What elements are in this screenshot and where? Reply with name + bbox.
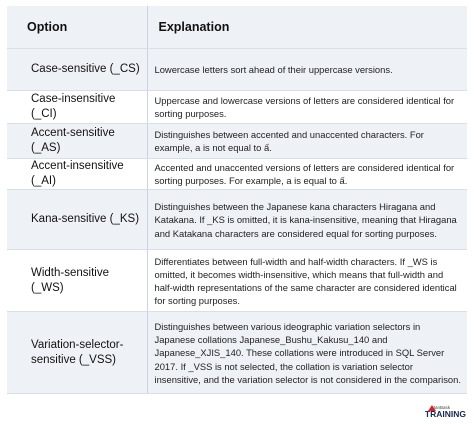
- explanation-cell: Distinguishes between various ideographic variation selectors in Japanese collations Japanese_Bushu_Kakusu_140 and Japanese_XJIS_140. These collations were introduced in SQL Server 2017. If _VSS is not selected, the collation is variation selector insensitive, and the variation selector is not considered in the comparison.: [147, 312, 467, 394]
- table-row: [7, 124, 467, 159]
- table-header-row: [7, 6, 467, 49]
- explanation-cell: Lowercase letters sort ahead of their uppercase versions.: [147, 49, 467, 91]
- table-row: [7, 312, 467, 394]
- logo-bottom-text: TRAINING: [424, 409, 466, 419]
- explanation-cell: Differentiates between full-width and half-width characters. If _WS is omitted, it becomes width-insensitive, which means that full-width and half-width representations of the same character are considered identical for sorting purposes.: [147, 250, 467, 312]
- option-cell: Accent-sensitive (_AS): [7, 124, 147, 159]
- table-row: [7, 159, 467, 190]
- option-cell: Kana-sensitive (_KS): [7, 190, 147, 250]
- table-row: [7, 49, 467, 91]
- explanation-cell: Distinguishes between the Japanese kana characters Hiragana and Katakana. If _KS is omitted, it is kana-insensitive, meaning that Hiragana and Katakana characters are considered equal for sorting purposes.: [147, 190, 467, 250]
- table-row: [7, 91, 467, 124]
- header-option: Option: [7, 6, 147, 49]
- collation-options-table: [7, 6, 467, 394]
- explanation-cell: Uppercase and lowercase versions of letters are considered identical for sorting purposes.: [147, 91, 467, 124]
- logo-top-text: JanBask: [432, 405, 450, 410]
- table-row: [7, 190, 467, 250]
- table-row: [7, 250, 467, 312]
- option-cell: Accent-insensitive (_AI): [7, 159, 147, 190]
- option-cell: Case-insensitive (_CI): [7, 91, 147, 124]
- explanation-cell: Accented and unaccented versions of letters are considered identical for sorting purposes. For example, a is equal to ấ.: [147, 159, 467, 190]
- option-cell: Case-sensitive (_CS): [7, 49, 147, 91]
- janbask-training-logo: [424, 405, 466, 421]
- header-explanation: Explanation: [147, 6, 467, 49]
- option-cell: Width-sensitive (_WS): [7, 250, 147, 312]
- option-cell: Variation-selector-sensitive (_VSS): [7, 312, 147, 394]
- explanation-cell: Distinguishes between accented and unaccented characters. For example, a is not equal to ấ.: [147, 124, 467, 159]
